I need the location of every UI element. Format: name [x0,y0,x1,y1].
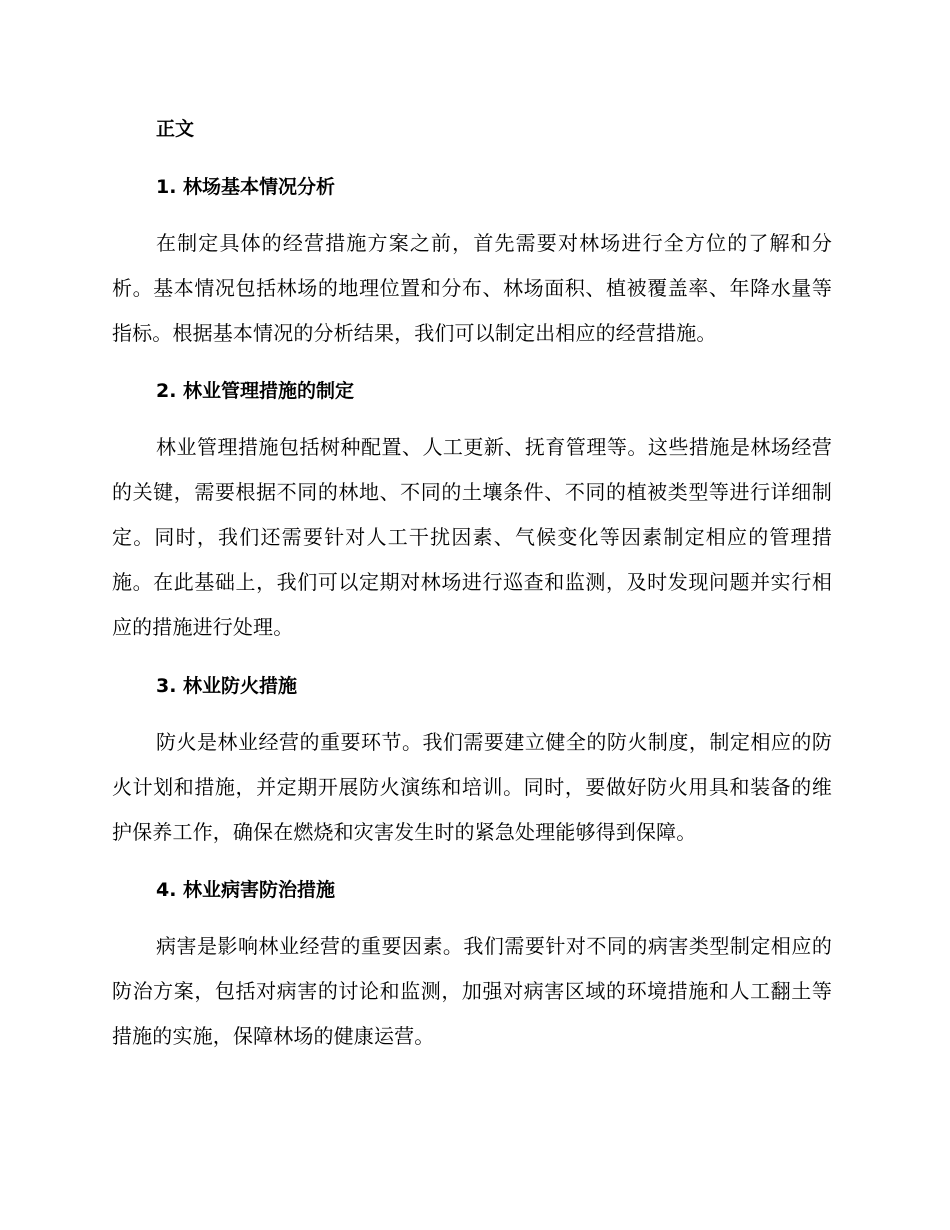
section-1-paragraph: 在制定具体的经营措施方案之前，首先需要对林场进行全方位的了解和分析。基本情况包括林场的地理位置和分布、林场面积、植被覆盖率、年降水量等指标。根据基本情况的分析结果，我们可以制定出相应的经营措施。 [112,231,832,345]
section-2-paragraph: 林业管理措施包括树种配置、人工更新、抚育管理等。这些措施是林场经营的关键，需要根据不同的林地、不同的土壤条件、不同的植被类型等进行详细制定。同时，我们还需要针对人工干扰因素、气候变化等因素制定相应的管理措施。在此基础上，我们可以定期对林场进行巡查和监测，及时发现问题并实行相应的措施进行处理。 [112,435,832,639]
section-4-paragraph: 病害是影响林业经营的重要因素。我们需要针对不同的病害类型制定相应的防治方案，包括对病害的讨论和监测，加强对病害区域的环境措施和人工翻土等措施的实施，保障林场的健康运营。 [112,934,832,1048]
section-3-paragraph: 防火是林业经营的重要环节。我们需要建立健全的防火制度，制定相应的防火计划和措施，并定期开展防火演练和培训。同时，要做好防火用具和装备的维护保养工作，确保在燃烧和灾害发生时的紧急处理能够得到保障。 [112,730,832,844]
section-2-heading: 2. 林业管理措施的制定 [156,380,355,402]
page-title: 正文 [156,118,195,140]
section-3-heading: 3. 林业防火措施 [156,675,298,697]
section-1-heading: 1. 林场基本情况分析 [156,176,336,198]
section-4-heading: 4. 林业病害防治措施 [156,879,336,901]
